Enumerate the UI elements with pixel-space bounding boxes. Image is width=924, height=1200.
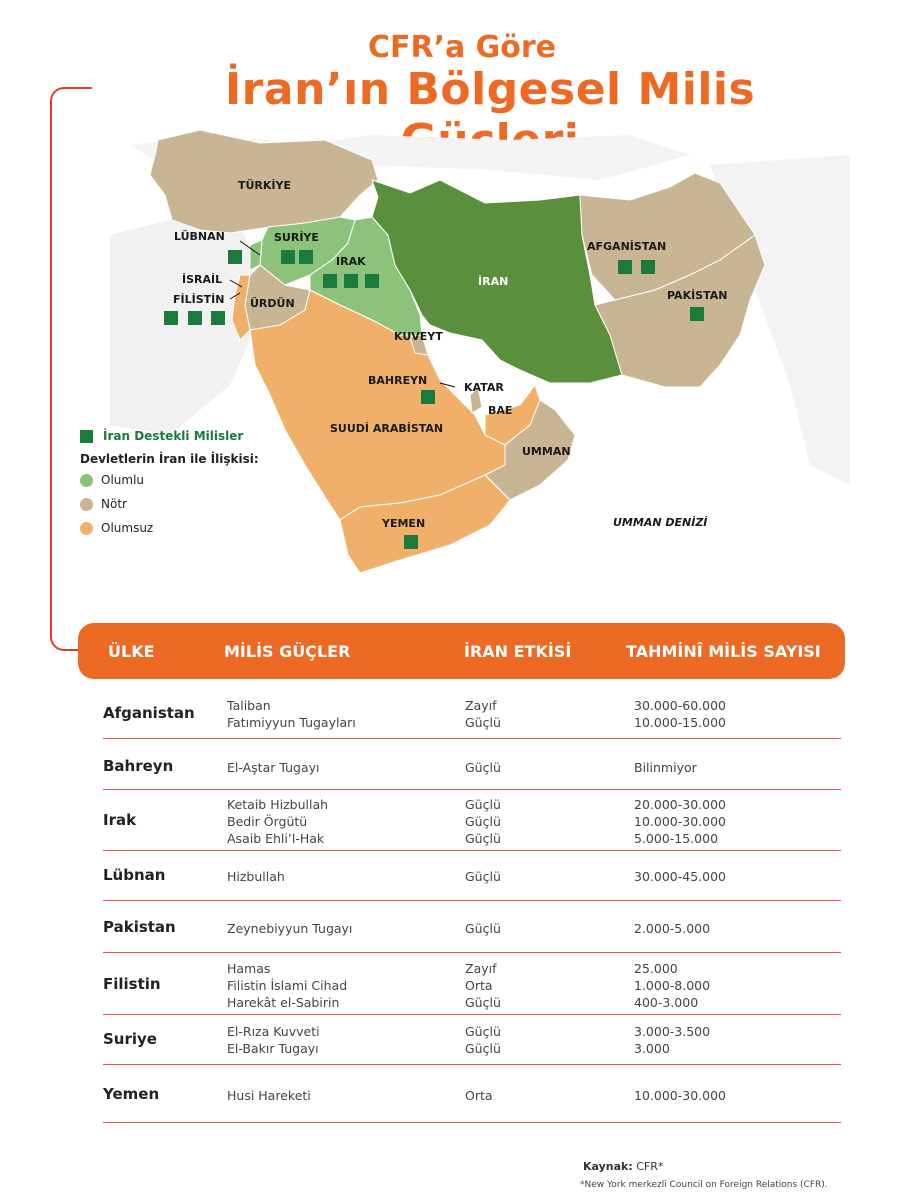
map-label-afganistan: AFGANİSTAN bbox=[587, 240, 667, 253]
map-label-bae: BAE bbox=[488, 404, 513, 417]
table-cell-influence: Zayıf bbox=[465, 960, 497, 976]
table-cell-influence: Güçlü bbox=[465, 759, 501, 775]
map-label-suudi-arabistan: SUUDİ ARABİSTAN bbox=[330, 422, 444, 435]
table-cell-country: Irak bbox=[103, 811, 137, 829]
militia-marker-afganistan bbox=[641, 260, 655, 274]
table-cell-count: 20.000-30.000 bbox=[634, 796, 726, 812]
table-cell-militia: Ketaib Hizbullah bbox=[227, 796, 329, 812]
table-cell-count: 3.000-3.500 bbox=[634, 1024, 711, 1039]
table-cell-militia: El-Bakır Tugayı bbox=[227, 1041, 319, 1056]
table-cell-country: Filistin bbox=[103, 975, 161, 993]
negative-dot-icon bbox=[80, 522, 93, 535]
table-row bbox=[103, 956, 841, 1015]
table-cell-militia: Hizbullah bbox=[227, 868, 285, 884]
header-influence: İRAN ETKİSİ bbox=[464, 642, 572, 661]
table-cell-count: 5.000-15.000 bbox=[634, 830, 719, 846]
header-count: TAHMİNÎ MİLİS SAYISI bbox=[626, 642, 821, 661]
table-cell-count: 1.000-8.000 bbox=[634, 977, 711, 993]
page-title: İran’ın Bölgesel Milis bbox=[224, 64, 756, 115]
table-cell-country: Pakistan bbox=[103, 918, 176, 936]
table-cell-count: 400-3.000 bbox=[634, 994, 699, 1010]
table-row bbox=[103, 852, 841, 901]
map-label-iran: İRAN bbox=[478, 275, 509, 288]
legend-neutral-label: Nötr bbox=[101, 497, 127, 511]
legend-militia-label: İran Destekli Milisler bbox=[103, 429, 244, 443]
table-cell-influence: Güçlü bbox=[465, 830, 501, 846]
table-cell-influence: Güçlü bbox=[465, 1041, 501, 1056]
map-label-urdun: ÜRDÜN bbox=[250, 297, 295, 310]
table-row bbox=[103, 1068, 841, 1123]
title-subtitle: CFR’a Göre bbox=[367, 30, 557, 65]
map-label-israil: İSRAİL bbox=[182, 273, 223, 286]
table-cell-country: Afganistan bbox=[103, 704, 195, 722]
militia-marker-irak bbox=[323, 274, 337, 288]
table-cell-militia: Husi Hareketi bbox=[227, 1087, 311, 1103]
table-cell-count: 25.000 bbox=[634, 960, 678, 976]
table-cell-influence: Güçlü bbox=[465, 868, 501, 884]
militia-marker-suriye bbox=[281, 250, 295, 264]
table-cell-country: Yemen bbox=[103, 1085, 160, 1103]
map-label-kuveyt: KUVEYT bbox=[394, 330, 443, 343]
map-label-lubnan: LÜBNAN bbox=[174, 230, 225, 243]
map-label-filistin: FİLİSTİN bbox=[173, 293, 225, 306]
table-cell-count: 10.000-30.000 bbox=[634, 813, 726, 829]
table-cell-count: 10.000-30.000 bbox=[634, 1087, 726, 1103]
map-label-bahreyn: BAHREYN bbox=[368, 374, 428, 387]
table-cell-influence: Güçlü bbox=[465, 1024, 501, 1039]
table-cell-militia: Hamas bbox=[227, 960, 271, 976]
table-cell-count: Bilinmiyor bbox=[634, 759, 697, 775]
source-value: CFR* bbox=[636, 1160, 664, 1173]
militia-marker-irak bbox=[344, 274, 358, 288]
table-cell-influence: Güçlü bbox=[465, 796, 501, 812]
table-cell-militia: Taliban bbox=[227, 698, 271, 713]
table-row bbox=[103, 745, 841, 790]
table-row bbox=[103, 690, 841, 739]
map-label-umman-denizi: UMMAN DENİZİ bbox=[613, 516, 708, 529]
table-row bbox=[103, 1016, 841, 1065]
militia-marker-bahreyn bbox=[421, 390, 435, 404]
militia-legend-icon bbox=[80, 430, 93, 443]
militia-marker-filistin bbox=[188, 311, 202, 325]
table-cell-country: Suriye bbox=[103, 1030, 157, 1048]
header-country: ÜLKE bbox=[108, 642, 155, 661]
table-cell-influence: Orta bbox=[465, 977, 493, 993]
table-cell-influence: Güçlü bbox=[465, 715, 501, 730]
decorative-bracket bbox=[50, 87, 92, 651]
table-cell-militia: Asaib Ehli’l-Hak bbox=[227, 830, 325, 846]
legend-relation-title: Devletlerin İran ile İlişkisi: bbox=[80, 452, 259, 466]
map-label-suriye: SURİYE bbox=[274, 231, 319, 244]
table-cell-count: 2.000-5.000 bbox=[634, 920, 711, 936]
table-cell-militia: El-Rıza Kuvveti bbox=[227, 1024, 320, 1039]
militia-marker-filistin bbox=[164, 311, 178, 325]
table-cell-count: 30.000-45.000 bbox=[634, 868, 726, 884]
source-label: Kaynak: bbox=[583, 1160, 633, 1173]
table-cell-influence: Güçlü bbox=[465, 813, 501, 829]
positive-dot-icon bbox=[80, 474, 93, 487]
table-cell-militia: Harekât el-Sabirin bbox=[227, 994, 340, 1010]
source-note: *New York merkezli Council on Foreign Relations (CFR). bbox=[580, 1180, 828, 1190]
militia-marker-pakistan bbox=[690, 307, 704, 321]
table-cell-country: Lübnan bbox=[103, 866, 166, 884]
table-cell-militia: Filistin İslami Cihad bbox=[227, 977, 348, 993]
source bbox=[583, 1160, 663, 1173]
table-cell-influence: Güçlü bbox=[465, 994, 501, 1010]
map-label-turkiye: TÜRKİYE bbox=[238, 179, 292, 192]
militia-marker-afganistan bbox=[618, 260, 632, 274]
table-cell-influence: Orta bbox=[465, 1087, 493, 1103]
table-cell-influence: Zayıf bbox=[465, 698, 497, 713]
table-cell-militia: El-Aştar Tugayı bbox=[227, 759, 320, 775]
map-label-yemen: YEMEN bbox=[382, 517, 426, 530]
map-label-irak: IRAK bbox=[336, 255, 366, 268]
table-cell-militia: Zeynebiyyun Tugayı bbox=[227, 920, 353, 936]
militia-marker-lubnan bbox=[228, 250, 242, 264]
table-cell-count: 30.000-60.000 bbox=[634, 698, 726, 713]
militia-marker-suriye bbox=[299, 250, 313, 264]
table-row bbox=[103, 792, 841, 851]
table-cell-country: Bahreyn bbox=[103, 757, 174, 775]
table-header bbox=[78, 623, 845, 679]
map-label-umman: UMMAN bbox=[522, 445, 571, 458]
legend-negative-label: Olumsuz bbox=[101, 521, 154, 535]
map-label-pakistan: PAKİSTAN bbox=[667, 289, 728, 302]
table-cell-influence: Güçlü bbox=[465, 920, 501, 936]
table-row bbox=[103, 904, 841, 953]
table-cell-count: 3.000 bbox=[634, 1041, 670, 1056]
map-label-katar: KATAR bbox=[464, 381, 504, 394]
militia-marker-irak bbox=[365, 274, 379, 288]
militia-marker-filistin bbox=[211, 311, 225, 325]
table-cell-militia: Fatımiyyun Tugayları bbox=[227, 715, 356, 730]
map-legend bbox=[80, 424, 259, 540]
militia-marker-yemen bbox=[404, 535, 418, 549]
table-cell-count: 10.000-15.000 bbox=[634, 715, 726, 730]
legend-positive-label: Olumlu bbox=[101, 473, 145, 487]
header-militia: MİLİS GÜÇLER bbox=[224, 642, 351, 661]
table-cell-militia: Bedir Örgütü bbox=[227, 813, 308, 829]
neutral-dot-icon bbox=[80, 498, 93, 511]
